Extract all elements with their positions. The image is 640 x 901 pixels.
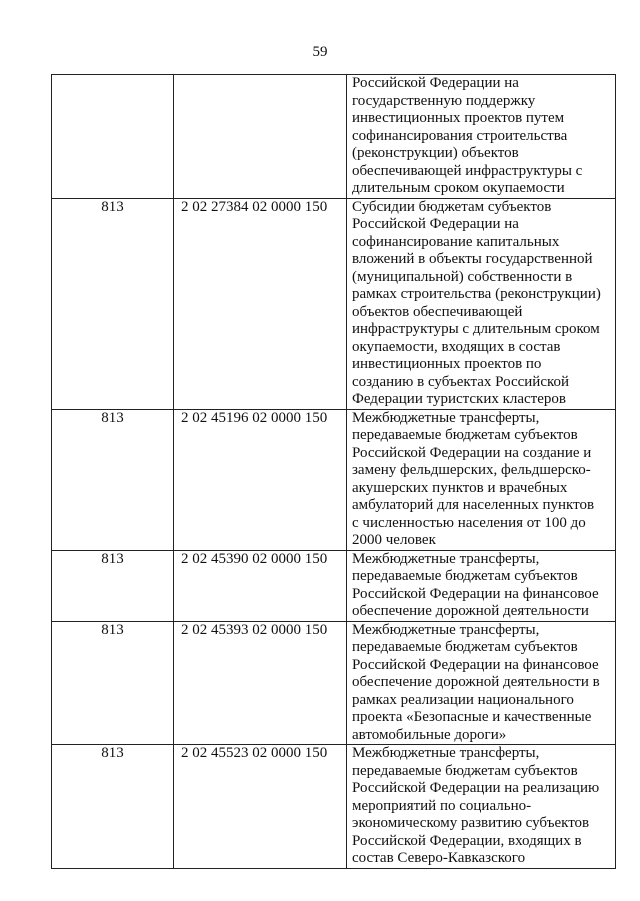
- description-line: состав Северо-Кавказского: [352, 850, 526, 866]
- description-line: Межбюджетные трансферты,: [352, 550, 540, 567]
- description-line: рамках реализации национального: [352, 691, 574, 708]
- description-line: передаваемые бюджетам субъектов: [352, 427, 578, 443]
- description-line: (муниципальной) собственности в: [352, 268, 573, 285]
- income-code-cell: 2 02 45523 02 0000 150: [174, 745, 347, 869]
- description-cell: [347, 198, 616, 409]
- description-cell: [347, 621, 616, 745]
- table-row: [52, 621, 616, 745]
- description-line: Российской Федерации на: [352, 216, 519, 232]
- description-line: проекта «Безопасные и качественные: [352, 709, 592, 725]
- income-code-cell: [174, 75, 347, 199]
- description-line: софинансирование капитальных: [352, 233, 560, 250]
- description-line: замену фельдшерских, фельдшерско-: [352, 462, 591, 478]
- description-line: автомобильные дороги»: [352, 726, 507, 743]
- description-line: объектов обеспечивающей: [352, 303, 523, 320]
- income-code-cell: 2 02 27384 02 0000 150: [174, 198, 347, 409]
- description-line: Федерации туристских кластеров: [352, 391, 566, 407]
- description-line: длительным сроком окупаемости: [352, 180, 565, 196]
- admin-code-cell: 813: [52, 550, 174, 621]
- description-line: передаваемые бюджетам субъектов: [352, 762, 578, 779]
- page-number: 59: [312, 44, 328, 60]
- description-line: окупаемости, входящих в состав: [352, 338, 561, 355]
- description-line: (реконструкции) объектов: [352, 145, 519, 161]
- description-line: софинансирования строительства: [352, 127, 568, 144]
- admin-code-cell: [52, 75, 174, 199]
- description-line: Российской Федерации на финансовое: [352, 656, 599, 673]
- budget-revenue-table: [51, 74, 616, 869]
- table-row: [52, 409, 616, 550]
- description-line: созданию в субъектах Российской: [352, 373, 570, 390]
- admin-code-cell: 813: [52, 745, 174, 869]
- description-line: обеспечение дорожной деятельности: [352, 603, 589, 619]
- description-line: Российской Федерации на создание и: [352, 444, 592, 461]
- description-line: Межбюджетные трансферты,: [352, 621, 540, 638]
- description-line: Межбюджетные трансферты,: [352, 409, 540, 426]
- description-line: с численностью населения от 100 до: [352, 514, 586, 531]
- admin-code-cell: 813: [52, 198, 174, 409]
- description-line: обеспечение дорожной деятельности в: [352, 674, 600, 690]
- income-code-cell: 2 02 45393 02 0000 150: [174, 621, 347, 745]
- description-line: 2000 человек: [352, 532, 436, 548]
- table-row: [52, 75, 616, 199]
- description-line: Субсидии бюджетам субъектов: [352, 198, 552, 215]
- description-line: Межбюджетные трансферты,: [352, 745, 540, 761]
- description-line: инфраструктуры с длительным сроком: [352, 321, 600, 337]
- description-cell: [347, 75, 616, 199]
- description-line: вложений в объекты государственной: [352, 251, 593, 267]
- table-body: [52, 75, 616, 869]
- description-line: инвестиционных проектов путем: [352, 110, 565, 126]
- description-line: государственную поддержку: [352, 92, 536, 109]
- income-code-cell: 2 02 45196 02 0000 150: [174, 409, 347, 550]
- description-cell: [347, 550, 616, 621]
- description-line: экономическому развитию субъектов: [352, 815, 590, 831]
- description-line: Российской Федерации на реализацию: [352, 780, 600, 796]
- description-cell: [347, 409, 616, 550]
- description-line: Российской Федерации, входящих в: [352, 832, 582, 849]
- table-row: [52, 745, 616, 869]
- description-line: рамках строительства (реконструкции): [352, 286, 601, 302]
- table-row: [52, 550, 616, 621]
- description-line: обеспечивающей инфраструктуры с: [352, 162, 583, 179]
- description-line: Российской Федерации на финансовое: [352, 585, 599, 602]
- description-line: передаваемые бюджетам субъектов: [352, 639, 578, 655]
- description-line: акушерских пунктов и врачебных: [352, 479, 568, 496]
- description-line: амбулаторий для населенных пунктов: [352, 497, 595, 513]
- description-line: Российской Федерации на: [352, 75, 519, 91]
- description-line: передаваемые бюджетам субъектов: [352, 568, 578, 584]
- admin-code-cell: 813: [52, 409, 174, 550]
- description-line: мероприятий по социально-: [352, 797, 532, 814]
- income-code-cell: 2 02 45390 02 0000 150: [174, 550, 347, 621]
- description-line: инвестиционных проектов по: [352, 356, 542, 372]
- description-cell: [347, 745, 616, 869]
- admin-code-cell: 813: [52, 621, 174, 745]
- table-row: [52, 198, 616, 409]
